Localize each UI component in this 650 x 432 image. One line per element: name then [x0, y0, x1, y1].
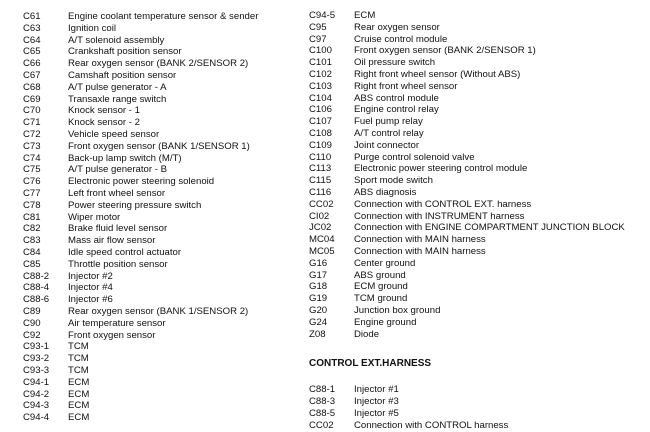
connector-description: Front oxygen sensor (BANK 1/SENSOR 1) [68, 140, 250, 152]
connector-description: TCM [68, 353, 89, 365]
connector-code: C102 [309, 68, 332, 80]
connector-row [23, 46, 258, 58]
connector-row [23, 212, 258, 224]
connector-description: Front oxygen sensor [68, 329, 156, 341]
connector-row [309, 69, 625, 81]
connector-code: C90 [23, 317, 41, 329]
connector-code: C88-6 [23, 294, 50, 306]
connector-description: ECM ground [354, 281, 408, 293]
connector-description: Mass air flow sensor [68, 235, 156, 247]
connector-code: C71 [23, 117, 41, 129]
connector-code: CC02 [309, 419, 334, 431]
connector-description: Fuel pump relay [354, 116, 423, 128]
connector-code: C113 [309, 163, 332, 175]
connector-row [309, 420, 625, 432]
connector-description: Junction box ground [354, 304, 441, 316]
connector-description: Left front wheel sensor [68, 187, 166, 199]
connector-row [309, 293, 625, 305]
connector-description: ABS diagnosis [354, 186, 417, 198]
connector-code: C94-4 [23, 412, 50, 424]
connector-description: Right front wheel sensor (Without ABS) [354, 68, 521, 80]
connector-code: C109 [309, 139, 332, 151]
connector-code: C110 [309, 151, 332, 163]
connector-description: Sport mode switch [354, 175, 433, 187]
connector-row [309, 10, 625, 22]
connector-description: ABS control module [354, 92, 439, 104]
connector-code: C72 [23, 128, 41, 140]
connector-code: C88-5 [309, 407, 336, 419]
connector-description: Injector #2 [68, 270, 113, 282]
connector-row [23, 129, 258, 141]
connector-description: Joint connector [354, 139, 420, 151]
connector-code: C69 [23, 93, 41, 105]
connector-row [23, 377, 258, 389]
connector-description: TCM ground [354, 293, 408, 305]
connector-code: C93-2 [23, 353, 50, 365]
connector-code: C94-2 [23, 388, 50, 400]
connector-code: G20 [309, 304, 328, 316]
connector-description: Knock sensor - 2 [68, 117, 140, 129]
connector-description: Back-up lamp switch (M/T) [68, 152, 182, 164]
connector-code: C94-3 [23, 400, 50, 412]
connector-description: Oil pressure switch [354, 57, 436, 69]
connector-description: Engine ground [354, 316, 417, 328]
connector-description: Right front wheel sensor [354, 80, 458, 92]
connector-row [23, 82, 258, 94]
connector-row [309, 317, 625, 329]
connector-description: Brake fluid level sensor [68, 223, 168, 235]
connector-code: G24 [309, 316, 328, 328]
connector-description: Rear oxygen sensor (BANK 1/SENSOR 2) [68, 305, 249, 317]
connector-code: C93-3 [23, 364, 50, 376]
connector-code: CI02 [309, 210, 330, 222]
connector-code: C101 [309, 57, 332, 69]
connector-row [309, 384, 625, 396]
connector-code: C108 [309, 127, 332, 139]
connector-description: Injector #4 [68, 282, 113, 294]
connector-row [23, 35, 258, 47]
connector-description: TCM [68, 341, 89, 353]
control-harness-rows [309, 384, 625, 431]
connector-row [23, 341, 258, 353]
left-connector-list [23, 11, 258, 424]
connector-code: C74 [23, 152, 41, 164]
connector-row [23, 306, 258, 318]
connector-code: C66 [23, 58, 41, 70]
connector-code: C106 [309, 104, 332, 116]
connector-row [23, 247, 258, 259]
connector-code: JC02 [309, 222, 332, 234]
connector-description: Transaxle range switch [68, 93, 167, 105]
connector-description: Air temperature sensor [68, 317, 166, 329]
connector-row [309, 211, 625, 223]
connector-description: Rear oxygen sensor [354, 21, 440, 33]
connector-row [23, 117, 258, 129]
connector-description: ECM [68, 400, 90, 412]
connector-row [309, 140, 625, 152]
connector-row [23, 282, 258, 294]
connector-code: C75 [23, 164, 41, 176]
connector-code: C100 [309, 45, 332, 57]
connector-description: Connection with MAIN harness [354, 245, 486, 257]
right-connector-rows [309, 10, 625, 340]
connector-code: C116 [309, 186, 332, 198]
connector-code: C76 [23, 176, 41, 188]
connector-row [309, 34, 625, 46]
connector-description: A/T pulse generator - B [68, 164, 168, 176]
connector-code: C95 [309, 21, 327, 33]
connector-row [23, 200, 258, 212]
connector-code: CC02 [309, 198, 334, 210]
connector-code: C81 [23, 211, 41, 223]
connector-row [309, 258, 625, 270]
connector-row [309, 329, 625, 341]
connector-row [309, 408, 625, 420]
connector-code: C103 [309, 80, 332, 92]
connector-row [23, 412, 258, 424]
connector-description: Injector #6 [68, 294, 113, 306]
connector-code: C64 [23, 34, 41, 46]
connector-description: Connection with ENGINE COMPARTMENT JUNCTION BLOCK [354, 222, 625, 234]
connector-code: C67 [23, 69, 41, 81]
connector-row [309, 128, 625, 140]
connector-row [309, 222, 625, 234]
connector-description: Engine coolant temperature sensor & sender [68, 11, 259, 22]
connector-row [23, 11, 258, 23]
connector-code: MC05 [309, 245, 335, 257]
connector-code: G17 [309, 269, 328, 281]
connector-description: TCM [68, 364, 89, 376]
connector-description: Front oxygen sensor (BANK 2/SENSOR 1) [354, 45, 536, 57]
connector-description: Power steering pressure switch [68, 199, 202, 211]
connector-row [309, 57, 625, 69]
connector-description: Wiper motor [68, 211, 121, 223]
connector-row [309, 22, 625, 34]
connector-code: C115 [309, 175, 332, 187]
connector-row [309, 234, 625, 246]
connector-code: Z08 [309, 328, 326, 340]
connector-row [23, 94, 258, 106]
connector-row [309, 187, 625, 199]
connector-row [23, 153, 258, 165]
connector-row [309, 270, 625, 282]
connector-description: ECM [68, 376, 90, 388]
connector-code: C70 [23, 105, 41, 117]
right-connector-list [309, 10, 625, 432]
connector-row [309, 175, 625, 187]
connector-code: G18 [309, 281, 328, 293]
connector-code: C88-2 [23, 270, 50, 282]
connector-description: Injector #5 [354, 407, 399, 419]
connector-row [23, 105, 258, 117]
connector-code: C88-3 [309, 396, 336, 408]
connector-description: ABS ground [354, 269, 406, 281]
connector-row [309, 93, 625, 105]
connector-code: C88-1 [309, 384, 336, 396]
connector-row [309, 45, 625, 57]
connector-row [309, 81, 625, 93]
connector-code: C93-1 [23, 341, 50, 353]
connector-row [23, 389, 258, 401]
connector-row [23, 235, 258, 247]
connector-code: C77 [23, 187, 41, 199]
connector-row [23, 353, 258, 365]
connector-code: C94-1 [23, 376, 50, 388]
connector-description: Electronic power steering control module [354, 163, 528, 175]
connector-row [23, 58, 258, 70]
connector-description: Center ground [354, 257, 416, 269]
connector-description: Crankshaft position sensor [68, 46, 182, 58]
connector-description: A/T control relay [354, 127, 424, 139]
connector-code: C61 [23, 11, 41, 22]
connector-row [23, 176, 258, 188]
connector-description: Throttle position sensor [68, 258, 168, 270]
connector-row [23, 318, 258, 330]
connector-row [23, 23, 258, 35]
connector-description: Ignition coil [68, 22, 116, 34]
connector-row [309, 246, 625, 258]
connector-code: C88-4 [23, 282, 50, 294]
connector-description: ECM [68, 388, 90, 400]
connector-code: C104 [309, 92, 332, 104]
connector-description: Knock sensor - 1 [68, 105, 140, 117]
connector-description: Connection with CONTROL EXT. harness [354, 198, 532, 210]
connector-description: A/T solenoid assembly [68, 34, 165, 46]
connector-code: C73 [23, 140, 41, 152]
connector-description: A/T pulse generator - A [68, 81, 167, 93]
connector-row [23, 294, 258, 306]
connector-row [23, 141, 258, 153]
connector-row [23, 188, 258, 200]
connector-description: ECM [354, 10, 376, 21]
connector-description: Vehicle speed sensor [68, 128, 160, 140]
connector-row [309, 305, 625, 317]
connector-description: Idle speed control actuator [68, 246, 182, 258]
connector-description: Electronic power steering solenoid [68, 176, 215, 188]
connector-code: C89 [23, 305, 41, 317]
connector-code: MC04 [309, 234, 335, 246]
connector-code: C85 [23, 258, 41, 270]
connector-description: Injector #3 [354, 396, 399, 408]
connector-row [23, 223, 258, 235]
connector-description: ECM [68, 412, 90, 424]
connector-code: C107 [309, 116, 332, 128]
connector-code: C83 [23, 235, 41, 247]
connector-row [23, 164, 258, 176]
connector-description: Connection with INSTRUMENT harness [354, 210, 525, 222]
connector-row [309, 116, 625, 128]
connector-code: C82 [23, 223, 41, 235]
connector-code: C63 [23, 22, 41, 34]
connector-code: C84 [23, 246, 41, 258]
connector-description: Camshaft position sensor [68, 69, 177, 81]
connector-row [309, 199, 625, 211]
connector-row [23, 330, 258, 342]
connector-description: Purge control solenoid valve [354, 151, 475, 163]
connector-row [309, 163, 625, 175]
connector-code: C68 [23, 81, 41, 93]
connector-row [23, 400, 258, 412]
connector-code: C94-5 [309, 10, 336, 21]
connector-row [23, 259, 258, 271]
connector-row [309, 104, 625, 116]
connector-description: Injector #1 [354, 384, 399, 396]
connector-code: C78 [23, 199, 41, 211]
connector-row [309, 281, 625, 293]
connector-row [309, 396, 625, 408]
connector-description: Cruise control module [354, 33, 448, 45]
connector-code: C97 [309, 33, 327, 45]
connector-description: Engine control relay [354, 104, 439, 116]
connector-description: Diode [354, 328, 380, 340]
connector-code: C65 [23, 46, 41, 58]
connector-code: G16 [309, 257, 328, 269]
connector-code: C92 [23, 329, 41, 341]
connector-row [309, 152, 625, 164]
section-title: CONTROL EXT.HARNESS [309, 358, 432, 370]
connector-description: Rear oxygen sensor (BANK 2/SENSOR 2) [68, 58, 249, 70]
connector-row [23, 271, 258, 283]
connector-row [23, 365, 258, 377]
connector-row [23, 70, 258, 82]
connector-description: Connection with MAIN harness [354, 234, 486, 246]
connector-code: G19 [309, 293, 328, 305]
connector-description: Connection with CONTROL harness [354, 419, 509, 431]
